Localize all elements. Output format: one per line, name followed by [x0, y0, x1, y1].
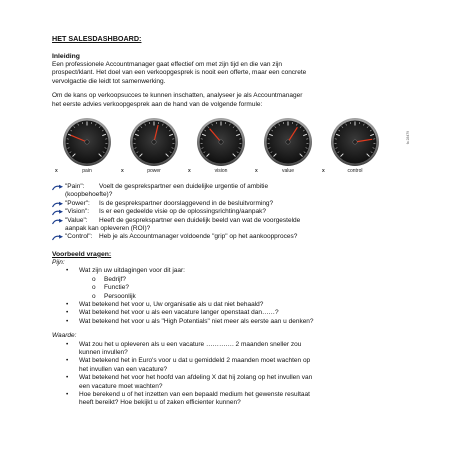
question-item — [66, 318, 408, 326]
gauge-dial — [328, 117, 382, 167]
gauge-label: pain — [82, 168, 92, 175]
question-text: • Wat betekend het voor u als "High Potentials" niet meer als eerste aan u denken? — [79, 317, 314, 325]
question-text: • Hoe berekend u of het inzetten van een bepaald medium het gewenste resultaat — [79, 390, 310, 398]
lead-line: Om de kans op verkoopsucces te kunnen inschatten, analyseer je als Accountmanager — [52, 92, 303, 100]
gauge-control — [328, 117, 382, 167]
pijn-question-list — [52, 267, 408, 326]
criteria-text: (koopbehoefte)? — [65, 191, 113, 199]
gauge-dial — [127, 117, 181, 167]
gauge-label: vision — [214, 168, 228, 175]
criteria-text: aanpak kan opleveren (ROI)? — [65, 225, 151, 233]
gauge-label: power — [147, 168, 161, 175]
gauge-vision — [194, 117, 248, 167]
criteria-item — [52, 183, 408, 200]
gauge-dial — [60, 117, 114, 167]
arrow-bullet-icon — [52, 201, 64, 208]
gauge-label: control — [347, 168, 363, 175]
question-item — [66, 357, 408, 374]
gauge-pain — [60, 117, 114, 167]
waarde-question-list — [52, 341, 408, 408]
sales-dashboard-gauges — [52, 117, 408, 179]
question-item — [66, 391, 408, 408]
criteria-item — [52, 217, 408, 234]
gauge-power — [127, 117, 181, 167]
criteria-text: Is er een gedeelde visie op de oplossingsrichting/aanpak? — [99, 208, 266, 216]
gauge-dial — [261, 117, 315, 167]
criteria-term: "Value": — [65, 216, 88, 224]
question-text: kunnen invullen? — [79, 348, 128, 356]
question-text: • Wat zijn uw uitdagingen voor dit jaar: — [79, 267, 185, 275]
multiply-operator: x — [121, 168, 124, 175]
question-item — [66, 301, 408, 309]
question-text: • Wat betekend het in Euro's voor u dat u gemiddeld 2 maanden moet wachten op — [79, 357, 311, 365]
sub-question-item: o Persoonlijk — [92, 293, 408, 301]
multiply-operator: x — [55, 168, 58, 175]
waarde-heading: Waarde: — [52, 332, 77, 340]
criteria-item — [52, 233, 408, 241]
criteria-item — [52, 208, 408, 216]
intro-line: vervolgactie die leidt tot samenwerking. — [52, 77, 166, 85]
sub-question-list — [52, 276, 408, 301]
question-item — [66, 309, 408, 317]
arrow-bullet-icon — [52, 234, 64, 241]
question-text: • Wat betekend het voor u als een vacature langer openstaat dan……? — [79, 309, 279, 317]
sub-question-item: o Functie? — [92, 284, 408, 292]
criteria-term: "Control": — [65, 233, 93, 241]
lead-line: het eerste advies verkoopgesprek aan de hand van de volgende formule: — [52, 100, 263, 108]
criteria-term: "Power": — [65, 199, 90, 207]
question-text: een vacature moet wachten? — [79, 382, 163, 390]
criteria-text: Heeft de gesprekspartner een duidelijk beeld van wat de voorgestelde — [99, 216, 301, 224]
example-questions-section — [52, 250, 408, 408]
image-watermark: fa 28479 — [406, 131, 410, 145]
arrow-bullet-icon — [52, 184, 64, 191]
pijn-heading: Pijn: — [52, 258, 65, 266]
intro-line: prospect/klant. Het doel van een verkoopgesprek is nooit een offerte, maar een concrete — [52, 69, 307, 77]
question-item — [66, 341, 408, 358]
gauge-value — [261, 117, 315, 167]
criteria-term: "Vision": — [65, 208, 90, 216]
criteria-term: "Pain": — [65, 183, 85, 191]
question-text: het invullen van een vacature? — [79, 365, 168, 373]
question-item — [66, 267, 408, 275]
criteria-text: Heb je als Accountmanager voldoende "grip" op het aankoopproces? — [99, 233, 298, 241]
arrow-bullet-icon — [52, 209, 64, 216]
question-text: • Wat betekend het voor u, Uw organisatie als u dat niet behaald? — [79, 300, 264, 308]
criteria-text: Is de gesprekspartner doorslaggevend in de besluitvorming? — [99, 199, 274, 207]
sub-question-item: o Bedrijf? — [92, 276, 408, 284]
intro-section — [52, 52, 408, 109]
intro-heading: Inleiding — [52, 53, 80, 60]
question-text: heeft bereikt? Hoe bekijkt u of zaken efficienter kunnen? — [79, 399, 241, 407]
question-item — [66, 374, 408, 391]
criteria-list — [52, 183, 408, 242]
multiply-operator: x — [255, 168, 258, 175]
document-title: HET SALESDASHBOARD: — [52, 34, 142, 43]
criteria-item — [52, 200, 408, 208]
document-page — [52, 34, 408, 408]
question-text: • Wat betekend het voor het hoofd van afdeling X dat hij zolang op het invullen van — [79, 374, 313, 382]
example-questions-heading: Voorbeeld vragen: — [52, 250, 112, 258]
arrow-bullet-icon — [52, 218, 64, 225]
multiply-operator: x — [188, 168, 191, 175]
multiply-operator: x — [322, 168, 325, 175]
criteria-text: Voelt de gesprekspartner een duidelijke urgentie of ambitie — [99, 183, 269, 191]
question-text: • Wat zou het u opleveren als u een vacature …………. 2 maanden sneller zou — [79, 340, 302, 348]
intro-line: Een professionele Accountmanager gaat effectief om met zijn tijd en die van zijn — [52, 61, 283, 68]
gauge-label: value — [282, 168, 294, 175]
gauge-dial — [194, 117, 248, 167]
